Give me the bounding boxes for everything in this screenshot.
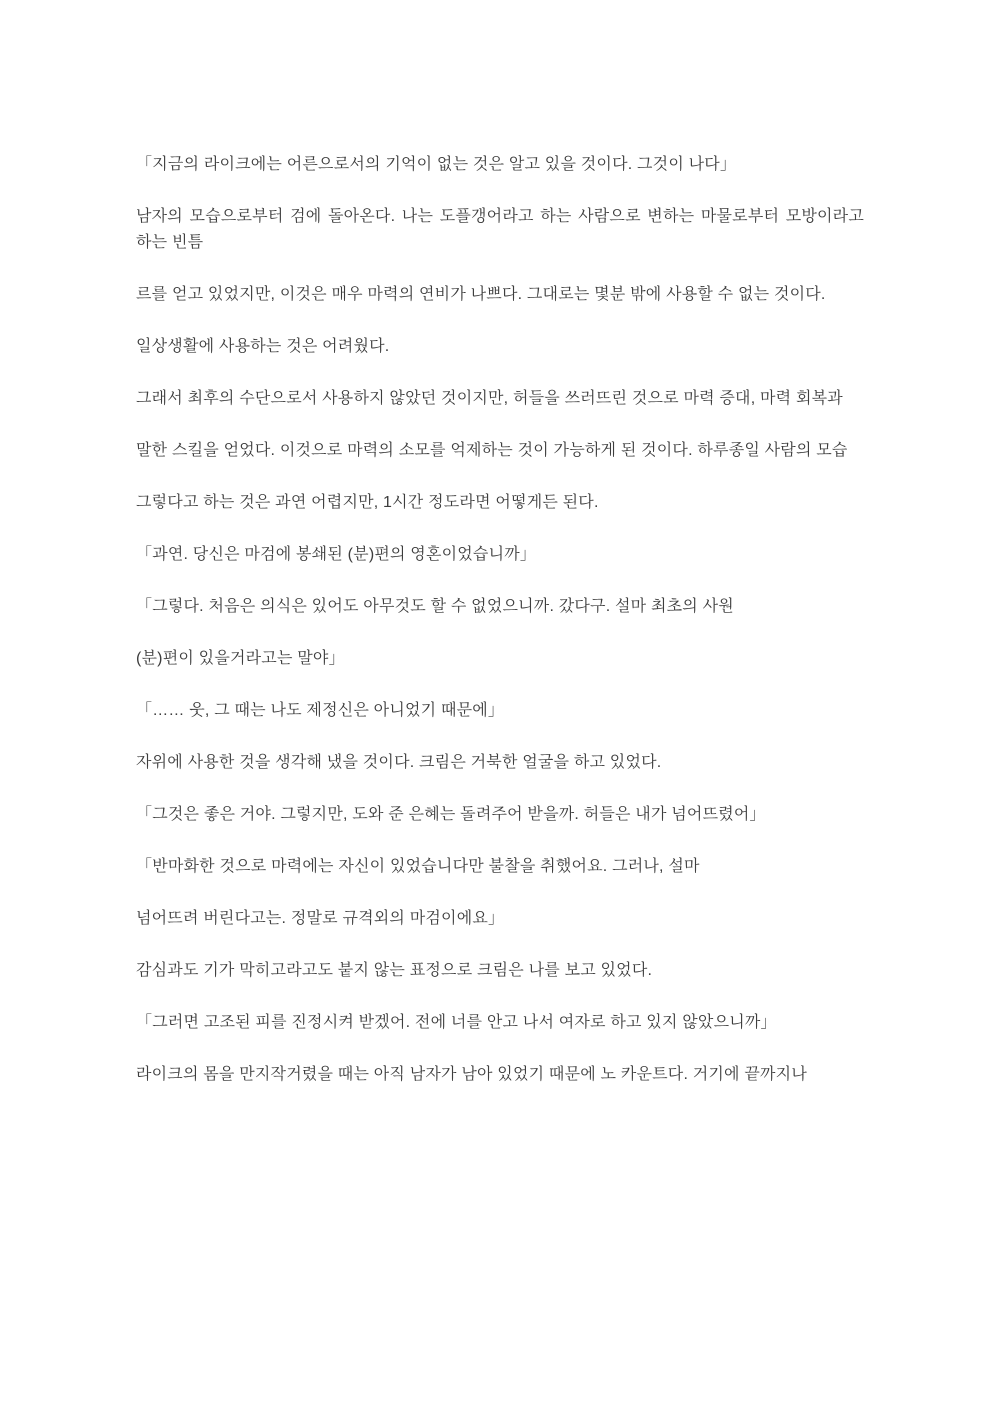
paragraph: 남자의 모습으로부터 검에 돌아온다. 나는 도플갱어라고 하는 사람으로 변하는 마물로부터 모방이라고 하는 빈틈 [136, 208, 864, 251]
paragraph: (분)편이 있을거라고는 말야」 [136, 650, 345, 667]
paragraph: 「…… 웃, 그 때는 나도 제정신은 아니었기 때문에」 [136, 702, 505, 719]
paragraph: 르를 얻고 있었지만, 이것은 매우 마력의 연비가 나쁘다. 그대로는 몇분 밖에 사용할 수 없는 것이다. [136, 286, 826, 303]
paragraph: 감심과도 기가 막히고라고도 붙지 않는 표정으로 크림은 나를 보고 있었다. [136, 962, 653, 979]
paragraph: 말한 스킬을 얻었다. 이것으로 마력의 소모를 억제하는 것이 가능하게 된 것이다. 하루종일 사람의 모습 [136, 442, 848, 459]
paragraph: 자위에 사용한 것을 생각해 냈을 것이다. 크림은 거북한 얼굴을 하고 있었다. [136, 754, 662, 771]
paragraph: 「그러면 고조된 피를 진정시켜 받겠어. 전에 너를 안고 나서 여자로 하고 있지 않았으니까」 [136, 1014, 777, 1031]
paragraph: 그래서 최후의 수단으로서 사용하지 않았던 것이지만, 허들을 쓰러뜨린 것으로 마력 증대, 마력 회복과 [136, 390, 843, 407]
paragraph: 「반마화한 것으로 마력에는 자신이 있었습니다만 불찰을 취했어요. 그러나, 설마 [136, 858, 700, 875]
paragraph: 「지금의 라이크에는 어른으로서의 기억이 없는 것은 알고 있을 것이다. 그것이 나다」 [136, 156, 737, 173]
paragraph: 「그것은 좋은 거야. 그렇지만, 도와 준 은혜는 돌려주어 받을까. 허들은 내가 넘어뜨렸어」 [136, 806, 766, 823]
document-body [136, 152, 864, 1088]
paragraph: 그렇다고 하는 것은 과연 어렵지만, 1시간 정도라면 어떻게든 된다. [136, 494, 599, 511]
paragraph: 넘어뜨려 버린다고는. 정말로 규격외의 마검이에요」 [136, 910, 505, 927]
paragraph: 「과연. 당신은 마검에 봉쇄된 (분)편의 영혼이었습니까」 [136, 546, 537, 563]
paragraph: 「그렇다. 처음은 의식은 있어도 아무것도 할 수 없었으니까. 갔다구. 설마 최초의 사원 [136, 598, 734, 615]
paragraph: 라이크의 몸을 만지작거렸을 때는 아직 남자가 남아 있었기 때문에 노 카운트다. 거기에 끝까지나 [136, 1066, 807, 1083]
paragraph: 일상생활에 사용하는 것은 어려웠다. [136, 338, 390, 355]
